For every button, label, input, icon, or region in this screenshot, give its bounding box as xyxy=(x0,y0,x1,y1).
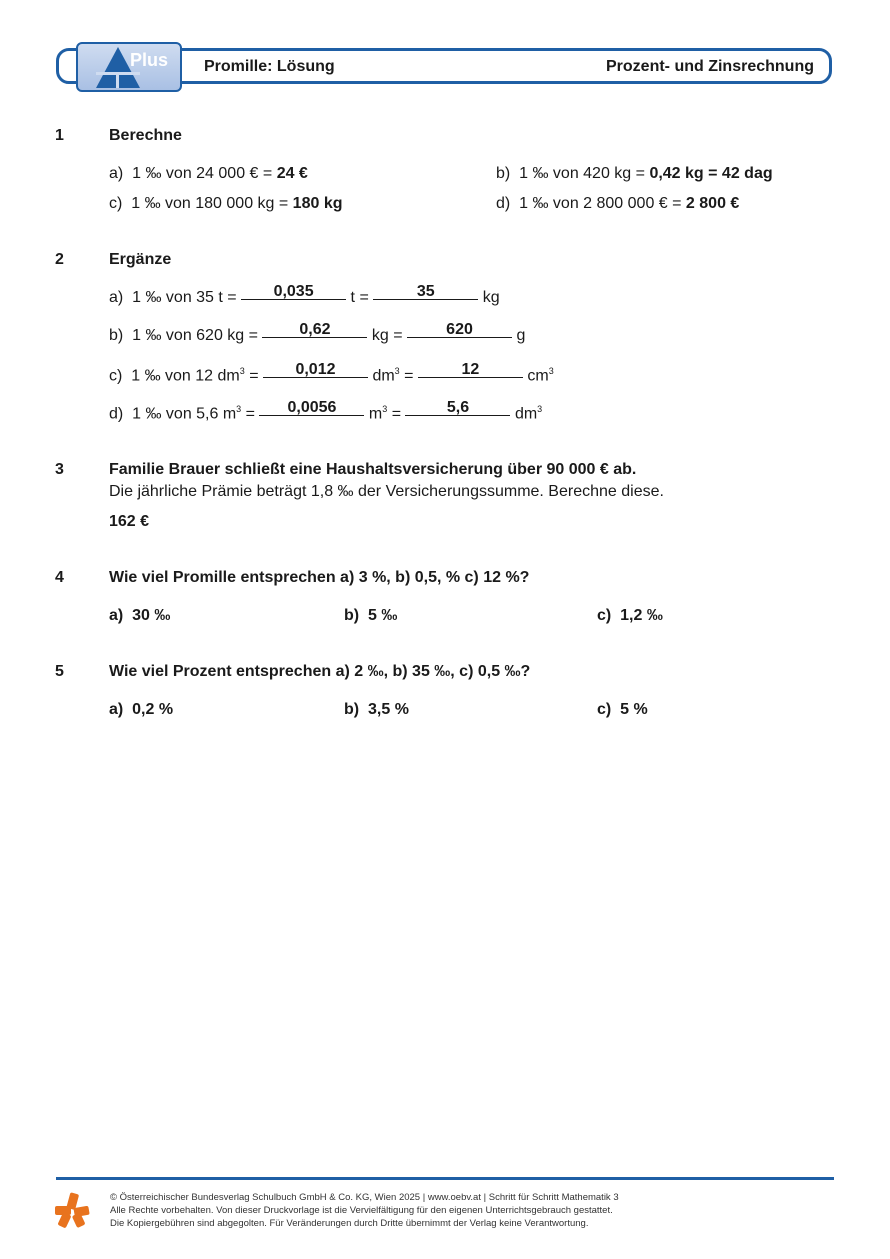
unit-text: g xyxy=(516,327,526,344)
item-answer: 1,2 ‰ xyxy=(620,607,663,624)
answer-blank: 35 xyxy=(373,285,478,300)
task4-answer-a xyxy=(109,607,170,625)
item-label: c) xyxy=(109,195,123,212)
item-label: d) xyxy=(109,405,124,423)
footer-divider xyxy=(56,1177,834,1180)
task2-item-d xyxy=(109,399,543,423)
item-label: a) xyxy=(109,165,124,182)
item-answer: 30 ‰ xyxy=(132,607,171,624)
item-text: 1 ‰ von 12 dm xyxy=(131,367,240,385)
item-text: 1 ‰ von 2 800 000 € = xyxy=(519,195,682,212)
publisher-logo xyxy=(54,1192,90,1233)
item-label: c) xyxy=(109,367,123,385)
item-label: b) xyxy=(109,327,124,344)
item-answer: 2 800 € xyxy=(685,195,740,212)
task-title: Berechne xyxy=(109,127,182,144)
task-number: 1 xyxy=(55,127,64,144)
item-label: d) xyxy=(496,195,511,212)
subject-title: Prozent- und Zinsrechnung xyxy=(606,58,814,75)
exponent: 3 xyxy=(239,366,245,376)
answer-blank: 0,035 xyxy=(241,285,346,300)
task2-item-a xyxy=(109,283,500,307)
task5-question: Wie viel Prozent entsprechen a) 2 ‰, b) 35 ‰, c) 0,5 ‰? xyxy=(109,663,531,680)
answer-blank: 0,012 xyxy=(263,363,368,378)
task5-answer-b xyxy=(344,701,409,719)
task3-line1: Familie Brauer schließt eine Haushaltsversicherung über 90 000 € ab. xyxy=(109,461,637,478)
item-answer: 180 kg xyxy=(292,195,343,212)
item-label: a) xyxy=(109,701,124,718)
task4-question: Wie viel Promille entsprechen a) 3 %, b) 0,5, % c) 12 %? xyxy=(109,569,530,586)
unit-text: m xyxy=(368,405,383,423)
equals-sign: = xyxy=(404,367,414,385)
answer-blank: 0,0056 xyxy=(259,401,364,416)
exponent: 3 xyxy=(548,366,554,376)
answer-blank: 12 xyxy=(418,363,523,378)
item-text: 1 ‰ von 35 t = xyxy=(132,289,237,306)
task4-answer-b xyxy=(344,607,397,625)
equals-sign: = xyxy=(245,405,255,423)
answer-blank: 5,6 xyxy=(405,401,510,416)
unit-text: dm xyxy=(372,367,395,385)
item-label: b) xyxy=(496,165,511,182)
footer-line: Alle Rechte vorbehalten. Von dieser Druckvorlage ist die Vervielfältigung für den eigenen Unterrichtsgebrauch gestattet. xyxy=(110,1205,613,1216)
item-label: c) xyxy=(597,607,612,624)
page-title: Promille: Lösung xyxy=(204,58,335,75)
exponent: 3 xyxy=(236,404,242,414)
answer-blank: 620 xyxy=(407,323,512,338)
task5-answer-a xyxy=(109,701,173,719)
footer-line: Die Kopiergebühren sind abgegolten. Für Veränderungen durch Dritte übernimmt der Verlag keine Verantwortung. xyxy=(110,1218,589,1229)
item-answer: 5 ‰ xyxy=(368,607,398,624)
unit-text: kg = xyxy=(371,327,403,344)
task5-answer-c xyxy=(597,701,648,719)
equals-sign: = xyxy=(391,405,402,423)
task-number: 2 xyxy=(55,251,64,268)
item-label: a) xyxy=(109,289,124,306)
logo-label: Plus xyxy=(130,50,169,70)
exponent: 3 xyxy=(382,404,388,414)
exponent: 3 xyxy=(537,404,543,414)
task-number: 4 xyxy=(55,569,64,586)
oebv-star-icon xyxy=(54,1192,90,1228)
item-text: 1 ‰ von 5,6 m xyxy=(132,405,237,423)
task1-item-a xyxy=(109,165,308,183)
plus-logo xyxy=(76,42,182,92)
item-label: a) xyxy=(109,607,124,624)
footer-copyright xyxy=(110,1191,830,1230)
task1-item-d xyxy=(496,195,739,213)
task-number: 5 xyxy=(55,663,64,680)
item-text: 1 ‰ von 24 000 € = xyxy=(132,165,273,182)
footer-line: © Österreichischer Bundesverlag Schulbuch GmbH & Co. KG, Wien 2025 | www.oebv.at | Schritt für Schritt Mathematik 3 xyxy=(110,1192,619,1203)
unit-text: dm xyxy=(514,405,538,423)
task2-item-c xyxy=(109,361,554,385)
unit-text: kg xyxy=(482,289,500,306)
answer-blank: 0,62 xyxy=(262,323,367,338)
task4-answer-c xyxy=(597,607,663,625)
task1-item-b xyxy=(496,165,773,183)
task-number: 3 xyxy=(55,461,64,478)
item-label: b) xyxy=(344,701,360,718)
task3-line2: Die jährliche Prämie beträgt 1,8 ‰ der Versicherungssumme. Berechne diese. xyxy=(109,483,664,500)
item-answer: 5 % xyxy=(620,701,648,718)
item-answer: 0,42 kg = 42 dag xyxy=(649,165,773,182)
item-answer: 0,2 % xyxy=(132,701,174,718)
task-title: Ergänze xyxy=(109,251,172,268)
exponent: 3 xyxy=(394,366,400,376)
unit-text: cm xyxy=(527,367,549,385)
item-label: c) xyxy=(597,701,612,718)
unit-text: t = xyxy=(350,289,369,306)
item-answer: 3,5 % xyxy=(368,701,409,718)
equals-sign: = xyxy=(249,367,259,385)
task2-item-b xyxy=(109,321,526,345)
item-text: 1 ‰ von 420 kg = xyxy=(519,165,645,182)
item-text: 1 ‰ von 620 kg = xyxy=(132,327,258,344)
item-text: 1 ‰ von 180 000 kg = xyxy=(131,195,289,212)
task1-item-c xyxy=(109,195,342,213)
item-answer: 24 € xyxy=(276,165,308,182)
item-label: b) xyxy=(344,607,360,624)
task3-answer: 162 € xyxy=(109,513,150,530)
